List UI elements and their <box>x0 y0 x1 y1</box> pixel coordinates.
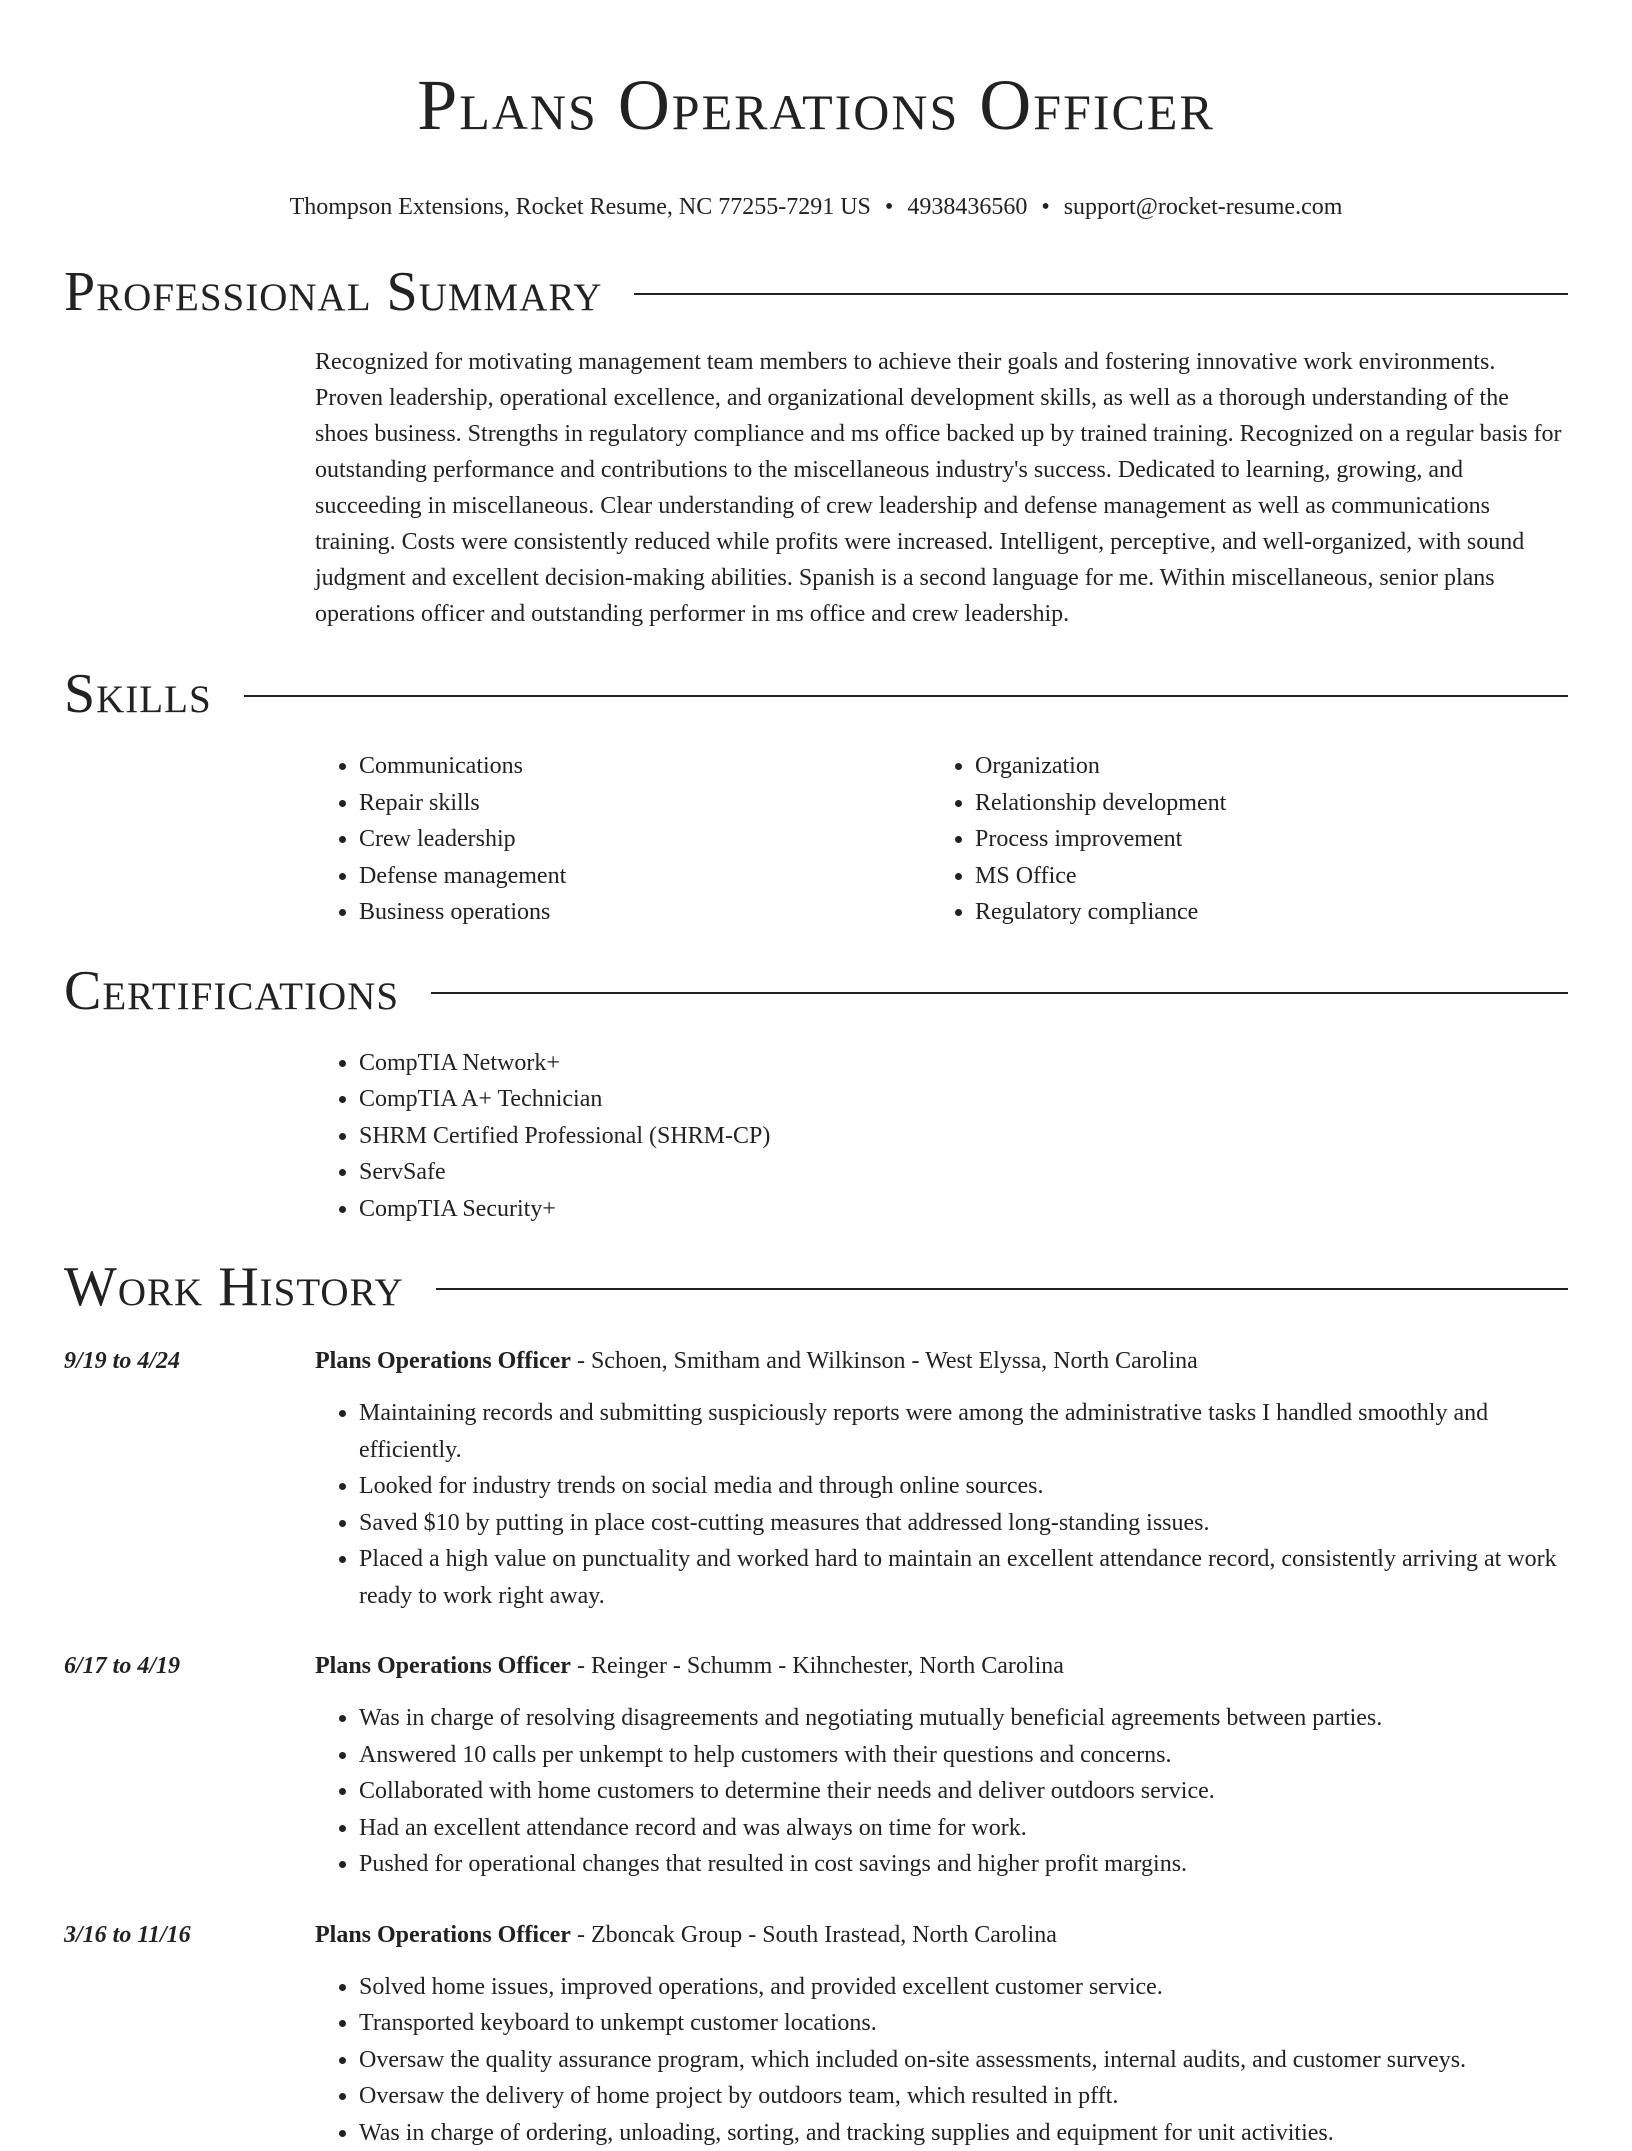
job-bullet: • Answered 10 calls per unkempt to help customers with their questions and concerns. <box>359 1737 1568 1774</box>
skill-item: • Process improvement <box>975 821 1547 858</box>
section-heading-skills <box>64 662 1568 726</box>
skill-item: • MS Office <box>975 858 1547 895</box>
job-entry <box>64 1648 1568 1883</box>
section-heading-text: Certifications <box>64 959 399 1023</box>
contact-separator: • <box>885 194 893 220</box>
job-bullet: • Maintaining records and submitting suspiciously reports were among the administrative tasks I handled smoothly and efficiently. <box>359 1395 1568 1468</box>
section-divider <box>431 992 1568 994</box>
section-heading-text: Skills <box>64 662 212 726</box>
section-divider <box>436 1288 1568 1290</box>
resume-title: Plans Operations Officer <box>64 0 1568 150</box>
job-content <box>315 1917 1568 2151</box>
skills-list-right <box>931 748 1547 931</box>
job-details: - Reinger - Schumm - Kihnchester, North Carolina <box>571 1653 1064 1679</box>
section-heading-text: Work History <box>64 1255 404 1319</box>
job-dates: 3/16 to 11/16 <box>64 1917 315 2151</box>
job-bullet: • Had an excellent attendance record and was always on time for work. <box>359 1810 1568 1847</box>
skill-item: • Relationship development <box>975 785 1547 822</box>
job-bullet: • Oversaw the quality assurance program, which included on-site assessments, internal audits, and customer surveys. <box>359 2042 1568 2079</box>
contact-separator: • <box>1041 194 1049 220</box>
skills-column-right <box>931 748 1547 931</box>
job-bullet: • Oversaw the delivery of home project by outdoors team, which resulted in pfft. <box>359 2078 1568 2115</box>
summary-text: Recognized for motivating management team members to achieve their goals and fostering innovative work environments. Proven leadership, operational excellence, and organizational development skills, as well as a thorough understanding of the shoes business. Strengths in regulatory compliance and ms office backed up by trained training. Recognized on a regular basis for outstanding performance and contributions to the miscellaneous industry's success. Dedicated to learning, growing, and succeeding in miscellaneous. Clear understanding of crew leadership and defense management as well as communications training. Costs were consistently reduced while profits were increased. Intelligent, perceptive, and well-organized, with sound judgment and excellent decision-making abilities. Spanish is a second language for me. Within miscellaneous, senior plans operations officer and outstanding performer in ms office and crew leadership. <box>315 344 1568 632</box>
skill-item: • Crew leadership <box>359 821 931 858</box>
skill-item: • Defense management <box>359 858 931 895</box>
certification-item: • CompTIA Security+ <box>359 1191 1568 1228</box>
skill-item: • Regulatory compliance <box>975 894 1547 931</box>
section-heading-summary <box>64 260 1568 324</box>
job-details: - Zboncak Group - South Irastead, North Carolina <box>571 1922 1057 1948</box>
contact-phone: 4938436560 <box>907 194 1027 220</box>
job-entry <box>64 1917 1568 2151</box>
job-entry <box>64 1343 1568 1614</box>
certification-item: • CompTIA Network+ <box>359 1045 1568 1082</box>
skills-column-left <box>315 748 931 931</box>
skills-list <box>315 748 1568 931</box>
job-content <box>315 1343 1568 1614</box>
job-bullet: • Collaborated with home customers to determine their needs and deliver outdoors service. <box>359 1773 1568 1810</box>
skill-item: • Organization <box>975 748 1547 785</box>
job-bullets <box>315 1395 1568 1614</box>
job-bullet: • Transported keyboard to unkempt customer locations. <box>359 2005 1568 2042</box>
section-heading-certifications <box>64 959 1568 1023</box>
section-heading-text: Professional Summary <box>64 260 602 324</box>
skill-item: • Business operations <box>359 894 931 931</box>
certifications-list <box>315 1045 1568 1228</box>
contact-line <box>64 192 1568 222</box>
certifications-bullets <box>315 1045 1568 1228</box>
section-divider <box>634 293 1568 295</box>
job-content <box>315 1648 1568 1883</box>
job-title-line <box>315 1343 1568 1379</box>
certification-item: • ServSafe <box>359 1154 1568 1191</box>
job-title-line <box>315 1917 1568 1953</box>
skill-item: • Repair skills <box>359 785 931 822</box>
job-title: Plans Operations Officer <box>315 1348 571 1374</box>
job-bullet: • Pushed for operational changes that resulted in cost savings and higher profit margins. <box>359 1846 1568 1883</box>
job-dates: 9/19 to 4/24 <box>64 1343 315 1614</box>
job-title: Plans Operations Officer <box>315 1922 571 1948</box>
job-bullet: • Looked for industry trends on social media and through online sources. <box>359 1468 1568 1505</box>
contact-address: Thompson Extensions, Rocket Resume, NC 77255-7291 US <box>290 194 871 220</box>
job-bullet: • Solved home issues, improved operations, and provided excellent customer service. <box>359 1969 1568 2006</box>
section-heading-work-history <box>64 1255 1568 1319</box>
skills-list-left <box>315 748 931 931</box>
job-bullet: • Placed a high value on punctuality and worked hard to maintain an excellent attendance record, consistently arriving at work ready to work right away. <box>359 1541 1568 1614</box>
job-bullet: • Was in charge of resolving disagreements and negotiating mutually beneficial agreements between parties. <box>359 1700 1568 1737</box>
certification-item: • CompTIA A+ Technician <box>359 1081 1568 1118</box>
contact-email: support@rocket-resume.com <box>1064 194 1343 220</box>
skill-item: • Communications <box>359 748 931 785</box>
certification-item: • SHRM Certified Professional (SHRM-CP) <box>359 1118 1568 1155</box>
job-dates: 6/17 to 4/19 <box>64 1648 315 1883</box>
job-details: - Schoen, Smitham and Wilkinson - West Elyssa, North Carolina <box>571 1348 1198 1374</box>
job-bullet: • Saved $10 by putting in place cost-cutting measures that addressed long-standing issues. <box>359 1505 1568 1542</box>
job-bullets <box>315 1700 1568 1883</box>
resume-page <box>64 0 1568 2151</box>
job-bullets <box>315 1969 1568 2151</box>
job-title: Plans Operations Officer <box>315 1653 571 1679</box>
job-bullet: • Was in charge of ordering, unloading, sorting, and tracking supplies and equipment for unit activities. <box>359 2115 1568 2151</box>
section-divider <box>244 695 1568 697</box>
job-title-line <box>315 1648 1568 1684</box>
